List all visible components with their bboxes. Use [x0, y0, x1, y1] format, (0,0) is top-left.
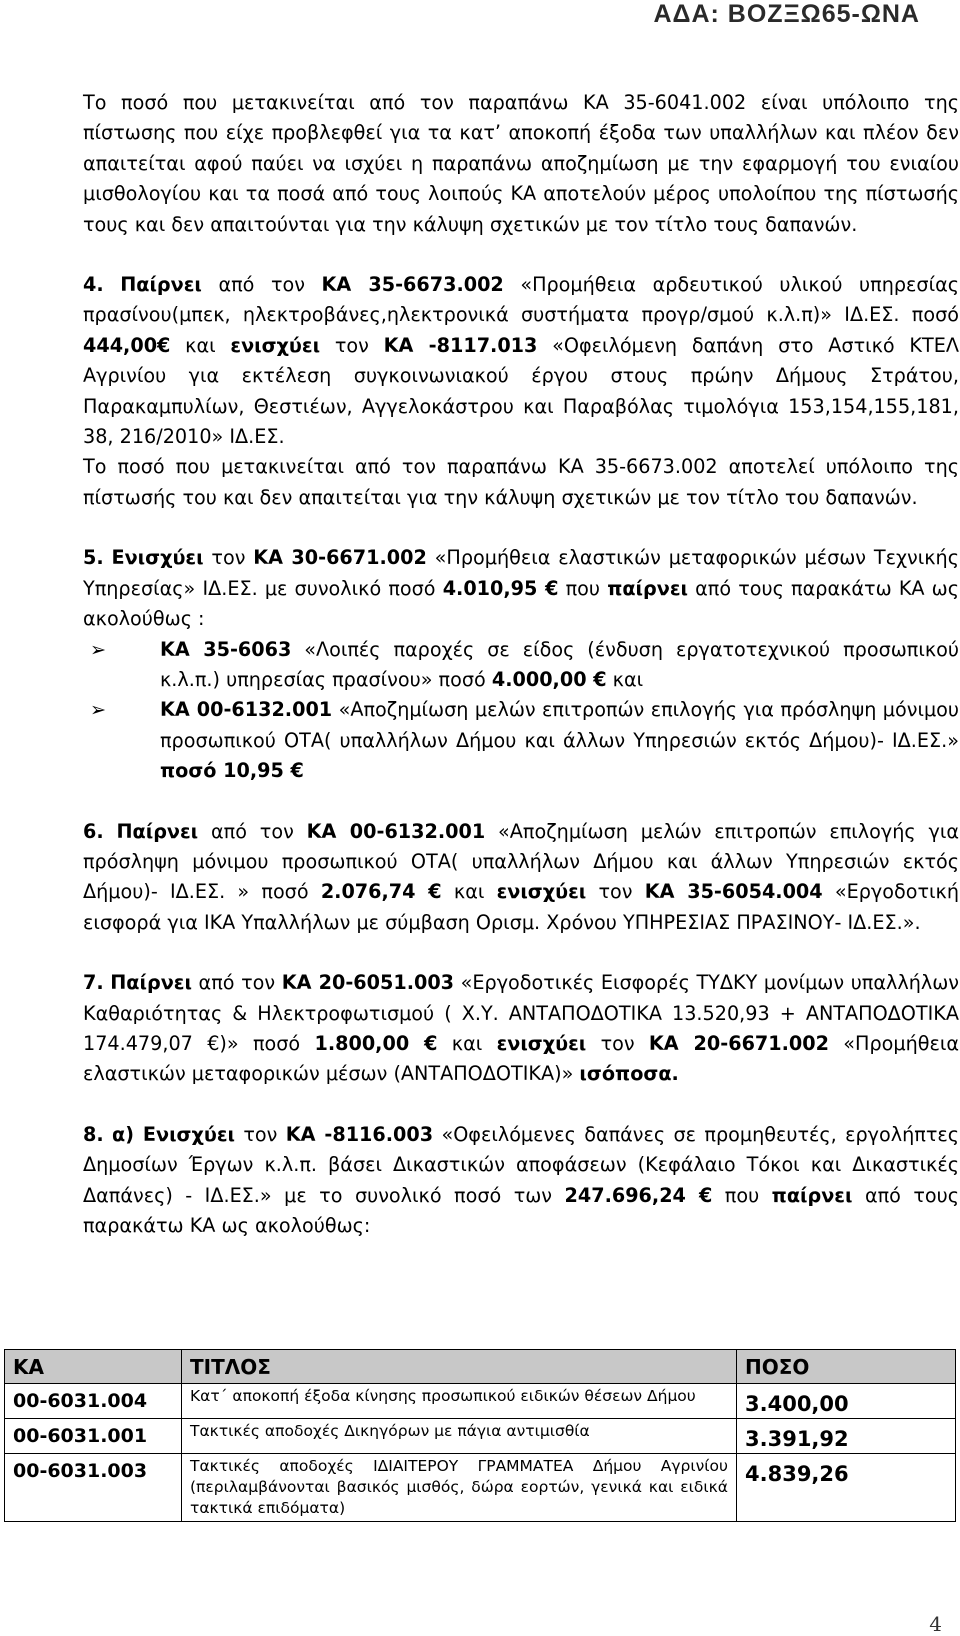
item-7-text5: «Προμήθεια ελαστικών μεταφορικών μέσων (ΑΝΤΑΠΟΔΟΤΙΚΑ)»: [83, 1031, 960, 1086]
item-6-text3: και: [441, 880, 497, 904]
item-5-bullets: [83, 635, 959, 787]
item-6-ka1: ΚΑ 00-6132.001: [306, 819, 486, 843]
table-row: [5, 1454, 956, 1522]
item-5-verb2: παίρνει: [607, 576, 688, 600]
bullet-text: «Αποζημίωση μελών επιτροπών επιλογής για πρόσληψη μόνιμου προσωπικού ΟΤΑ( υπαλλήλων Δήμου και άλλων Υπηρεσιών εκτός Δήμου)- ΙΔ.ΕΣ.»: [160, 698, 959, 752]
item-4-text1: από τον: [201, 273, 322, 297]
item-6-ka2: ΚΑ 35-6054.004: [644, 880, 823, 904]
item-8-ka1: ΚΑ -8116.003: [285, 1122, 434, 1146]
item-5-ka1: ΚΑ 30-6671.002: [253, 546, 427, 570]
item-5-text3: που: [558, 576, 608, 600]
row-title: Κατ΄ αποκοπή έξοδα κίνησης προσωπικού ειδικών θέσεων Δήμου: [182, 1384, 737, 1419]
ada-header: ΑΔΑ: ΒΟΖΞΩ65-ΩΝΑ: [653, 0, 920, 28]
item-6-number: 6.: [83, 819, 104, 843]
bullet-text: «Λοιπές παροχές σε είδος (ένδυση εργατοτεχνικού προσωπικού κ.λ.π.) υπηρεσίας πρασίνου» ποσό: [160, 637, 959, 691]
document-body: [83, 88, 959, 1241]
item-6: [83, 817, 959, 939]
item-4-number: 4.: [83, 273, 104, 297]
item-4-amount: 444,00€: [83, 333, 171, 357]
item-8-verb2: παίρνει: [771, 1183, 853, 1207]
item-4-text2: «Προμήθεια αρδευτικού υλικού υπηρεσίας πρασίνου(μπεκ, ηλεκτροβάνες,ηλεκτρονικά συστήματα προγρ/σμού κ.λ.π)» ΙΔ.ΕΣ. ποσό: [83, 273, 959, 327]
item-5-text4: από τους παρακάτω ΚΑ ως ακολούθως :: [83, 576, 960, 631]
arrow-bullet-icon: ➢: [90, 637, 107, 661]
item-6-text1: από τον: [198, 819, 307, 843]
item-8-lead: α) Ενισχύει: [112, 1122, 235, 1146]
item-8-text4: από τους παρακάτω ΚΑ ως ακολούθως:: [83, 1183, 960, 1237]
item-8: [83, 1120, 959, 1242]
row-amount: 3.400,00: [737, 1384, 956, 1419]
table-row: [5, 1384, 956, 1419]
item-8-amount: 247.696,24 €: [564, 1183, 713, 1207]
item-7-verb2: ενισχύει: [496, 1031, 587, 1055]
item-6-verb2: ενισχύει: [496, 880, 587, 904]
item-7-text3: και: [437, 1031, 497, 1055]
list-item: [83, 695, 959, 786]
budget-table: [4, 1349, 956, 1522]
row-code: 00-6031.004: [5, 1384, 182, 1419]
item-6-amount: 2.076,74 €: [320, 880, 442, 904]
column-header-title: ΤΙΤΛΟΣ: [182, 1350, 737, 1384]
row-amount: 3.391,92: [737, 1419, 956, 1454]
item-7-text2: «Εργοδοτικές Εισφορές ΤΥΔΚΥ μονίμων υπαλλήλων Καθαριότητας & Ηλεκτροφωτισμού ( Χ.Υ. ΑΝΤΑΠΟΔΟΤΙΚΑ 13.520,93 + ΑΝΤΑΠΟΔΟΤΙΚΑ 174.479,07 €)» ποσό: [83, 971, 960, 1055]
item-7-ka2: ΚΑ 20-6671.002: [648, 1031, 829, 1055]
item-7-tail: ισόποσα.: [579, 1062, 679, 1086]
list-item: [83, 635, 959, 696]
item-4-text5: «Οφειλόμενη δαπάνη στο Αστικό ΚΤΕΛ Αγρινίου για εκτέλεση συγκοινωνιακού έργου στους πρώην Δήμους Στράτου, Παρακαμπυλίων, Θεστιέων, Αγγελοκάστρου και Παραβόλας τιμολόγια 153,154,155,181, 38, 216/2010» ΙΔ.ΕΣ.: [83, 333, 959, 449]
item-5-amount: 4.010,95 €: [442, 576, 559, 600]
row-title: Τακτικές αποδοχές Δικηγόρων με πάγια αντιμισθία: [182, 1419, 737, 1454]
item-7-text1: από τον: [191, 971, 282, 995]
bullet-ka: ΚΑ 00-6132.001: [160, 698, 333, 722]
bullet-tail: και: [606, 667, 644, 691]
table-header-row: [5, 1350, 956, 1384]
bullet-amount: 4.000,00 €: [491, 667, 607, 691]
item-7-text4: τον: [586, 1031, 649, 1055]
item-5: [83, 543, 959, 634]
item-8-text2: «Οφειλόμενες δαπάνες σε προμηθευτές, εργολήπτες Δημοσίων Έργων κ.λ.π. βάσει Δικαστικών αποφάσεων (Κεφάλαιο Τόκοι και Δικαστικές Δαπάνες) - ΙΔ.ΕΣ.» με το συνολικό ποσό των: [83, 1122, 960, 1207]
item-8-text1: τον: [235, 1122, 286, 1146]
table-row: [5, 1419, 956, 1454]
row-code: 00-6031.003: [5, 1454, 182, 1522]
item-5-text1: τον: [203, 546, 254, 570]
item-6-text4: τον: [586, 880, 645, 904]
item-4-note: Το ποσό που μετακινείται από τον παραπάνω ΚΑ 35-6673.002 αποτελεί υπόλοιπο της πίστωσής του και δεν απαιτείται για την κάλυψη σχετικών με τον τίτλο του δαπανών.: [83, 455, 959, 509]
bullet-amount: ποσό 10,95 €: [160, 759, 304, 783]
item-4-verb2: ενισχύει: [230, 333, 321, 357]
column-header-ka: ΚΑ: [5, 1350, 182, 1384]
item-6-verb1: Παίρνει: [116, 819, 199, 843]
item-5-verb1: Ενισχύει: [111, 546, 204, 570]
item-6-text5: «Εργοδοτική εισφορά για ΙΚΑ Υπαλλήλων με σύμβαση Ορισμ. Χρόνου ΥΠΗΡΕΣΙΑΣ ΠΡΑΣΙΝΟΥ- ΙΔ.ΕΣ.».: [83, 880, 959, 934]
item-8-text3: που: [712, 1183, 772, 1207]
item-4-ka1: ΚΑ 35-6673.002: [321, 273, 504, 297]
arrow-bullet-icon: ➢: [90, 698, 107, 722]
row-code: 00-6031.001: [5, 1419, 182, 1454]
item-5-number: 5.: [83, 546, 104, 570]
intro-paragraph: Το ποσό που μετακινείται από τον παραπάνω ΚΑ 35-6041.002 είναι υπόλοιπο της πίστωσης που είχε προβλεφθεί για τα κατ’ αποκοπή έξοδα των υπαλλήλων και πλέον δεν απαιτείται αφού παύει να ισχύει η παραπάνω αποζημίωση με την εφαρμογή του ενιαίου μισθολογίου και τα ποσά από τους λοιπούς ΚΑ αποτελούν μέρος υπολοίπου της πίστωσής τους και δεν απαιτούνται για την κάλυψη σχετικών με τον τίτλο τους δαπανών.: [83, 91, 959, 236]
row-amount: 4.839,26: [737, 1454, 956, 1522]
item-7-amount: 1.800,00 €: [314, 1031, 438, 1055]
item-4: [83, 270, 959, 452]
row-title: Τακτικές αποδοχές ΙΔΙΑΙΤΕΡΟΥ ΓΡΑΜΜΑΤΕΑ Δήμου Αγρινίου (περιλαμβάνονται βασικός μισθός, δώρα εορτών, γενικά και ειδικά τακτικά επιδόματα): [182, 1454, 737, 1522]
page-number: 4: [929, 1612, 942, 1636]
item-5-text2: «Προμήθεια ελαστικών μεταφορικών μέσων Τεχνικής Υπηρεσίας» ΙΔ.ΕΣ. με συνολικό ποσό: [83, 546, 959, 600]
bullet-ka: ΚΑ 35-6063: [160, 637, 292, 661]
item-7-ka1: ΚΑ 20-6051.003: [281, 971, 455, 995]
item-6-text2: «Αποζημίωση μελών επιτροπών επιλογής για πρόσληψη μόνιμου προσωπικού ΟΤΑ( υπαλλήλων Δήμου και άλλων Υπηρεσιών εκτός Δήμου)- ΙΔ.ΕΣ. » ποσό: [83, 819, 959, 904]
item-4-text3: και: [170, 333, 231, 357]
item-4-text4: τον: [320, 333, 384, 357]
item-4-verb1: Παίρνει: [120, 273, 202, 297]
item-8-number: 8.: [83, 1122, 104, 1146]
item-7: [83, 968, 959, 1090]
item-7-verb1: Παίρνει: [110, 971, 192, 995]
item-7-number: 7.: [83, 971, 104, 995]
column-header-amount: ΠΟΣΟ: [737, 1350, 956, 1384]
item-4-ka2: ΚΑ -8117.013: [383, 333, 538, 357]
